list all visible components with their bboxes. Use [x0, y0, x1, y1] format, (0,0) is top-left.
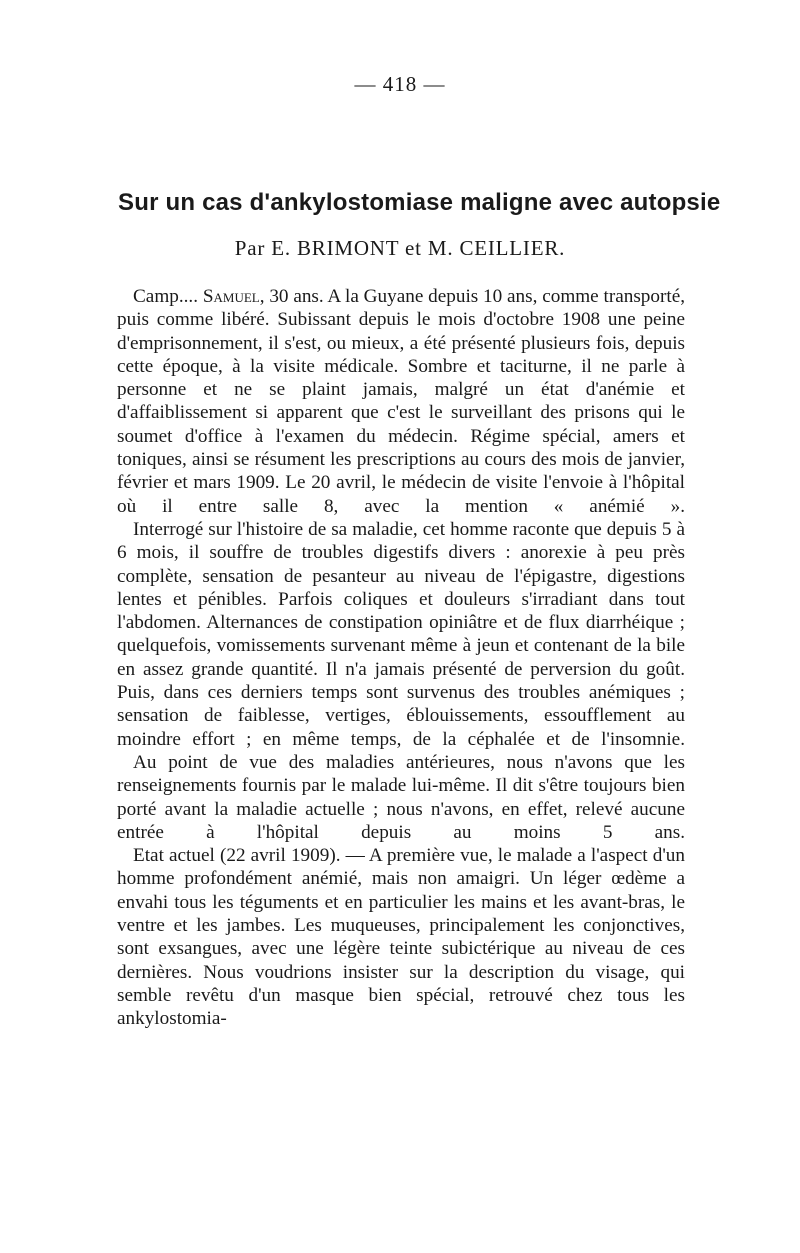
paragraph-2: Interrogé sur l'histoire de sa maladie, cet homme raconte que depuis 5 à 6 mois, il souffre de troubles digestifs divers : anorexie à peu près complète, sensation de pesanteur au niveau de l'épigastre, digestions lentes et pénibles. Parfois coliques et douleurs s'irradiant dans tout l'abdomen. Alternances de constipation opiniâtre et de flux diarrhéique ; quelquefois, vomissements survenant même à jeun et contenant de la bile en assez grande quantité. Il n'a jamais présenté de perversion du goût. Puis, dans ces derniers temps sont survenus des troubles anémiques ; sensation de faiblesse, vertiges, éblouissements, essoufflement au moindre effort ; en même temps, de la céphalée et de l'insomnie.	[117, 518, 685, 750]
article-byline: Par E. BRIMONT et M. CEILLIER.	[234, 236, 566, 260]
paragraph-4: Etat actuel (22 avril 1909). — A première vue, le malade a l'aspect d'un homme profondément anémié, mais non amaigri. Un léger œdème a envahi tous les téguments et en particulier les mains et les avant-bras, le ventre et les jambes. Les muqueuses, principalement les conjonctives, sont exsangues, avec une légère teinte subictérique au niveau de ces dernières. Nous voudrions insister sur la description du visage, qui semble revêtu d'un masque bien spécial, retrouvé chez tous les ankylostomia-	[117, 845, 685, 1030]
paragraph-1-text: , 30 ans. A la Guyane depuis 10 ans, comme transporté, puis comme libéré. Subissant depuis le mois d'octobre 1908 une peine d'emprisonnement, il s'est, ou mieux, a été présenté plusieurs fois, depuis cette époque, à la visite médicale. Sombre et taciturne, il ne parle à personne et ne se plaint jamais, malgré un état d'anémie et d'affaiblissement si apparent que c'est le surveillant des prisons qui le soumet d'office à l'examen du médecin. Régime spécial, amers et toniques, ainsi se résument les prescriptions au cours des mois de janvier, février et mars 1909. Le 20 avril, le médecin de visite l'envoie à l'hôpital où il entre salle 8, avec la mention « anémié ».	[117, 286, 686, 517]
page-number: — 418 —	[354, 72, 446, 96]
article-body	[117, 285, 685, 1031]
article-title: Sur un cas d'ankylostomiase maligne avec autopsie	[118, 189, 721, 216]
paragraph-1	[117, 285, 685, 518]
patient-name: Samuel	[202, 286, 260, 307]
paragraph-3: Au point de vue des maladies antérieures, nous n'avons que les renseignements fournis par le malade lui-même. Il dit s'être toujours bien porté avant la maladie actuelle ; nous n'avons, en effet, relevé aucune entrée à l'hôpital depuis au moins 5 ans.	[117, 751, 685, 843]
paragraph-1-lead: Camp....	[133, 286, 199, 307]
